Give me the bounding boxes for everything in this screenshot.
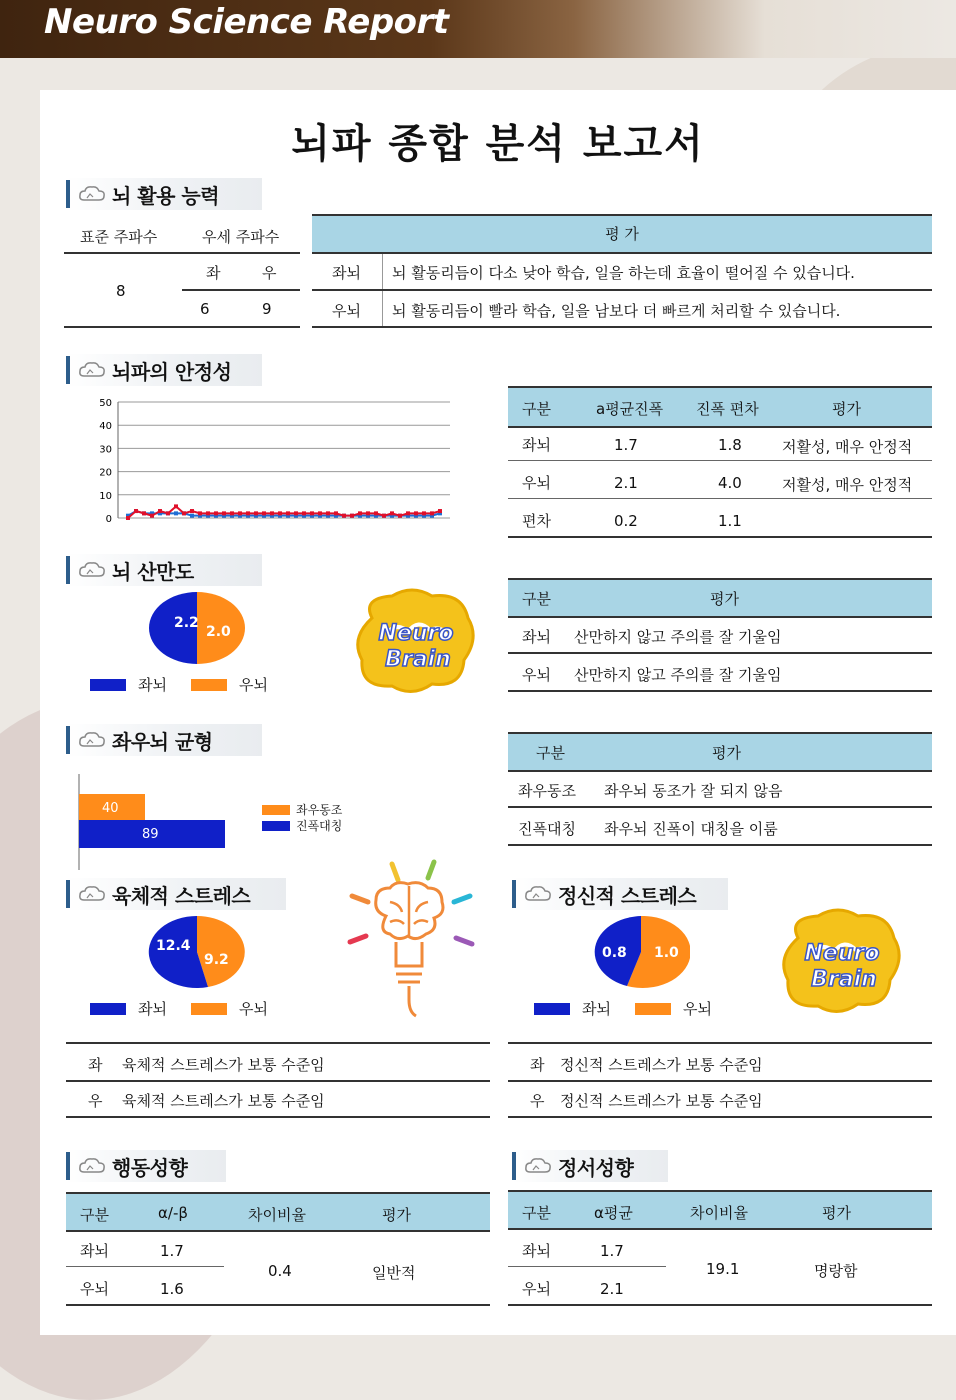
- emotion-header-diff: 차이비율: [690, 1204, 748, 1222]
- legend-swatch-sync: [262, 805, 290, 815]
- stability-row-eval: 저활성, 매우 안정적: [782, 438, 913, 456]
- data-point: [222, 511, 226, 515]
- divider: [182, 289, 300, 291]
- concentration-row-eval: 산만하지 않고 주의를 잘 기울임: [574, 666, 782, 684]
- divider: [508, 460, 932, 461]
- data-point: [374, 511, 378, 515]
- eval-left-label: 좌뇌: [332, 264, 361, 282]
- section-bar: [66, 556, 70, 584]
- data-point: [278, 511, 282, 515]
- section-bar: [66, 880, 70, 908]
- balance-legend: [262, 802, 342, 834]
- section-title: 뇌 산만도: [112, 559, 194, 584]
- data-point: [166, 511, 170, 515]
- logo-text-line1: Neuro: [804, 941, 880, 966]
- mental-stress-row-label: 우: [530, 1092, 545, 1110]
- data-point: [142, 511, 146, 515]
- data-point: [174, 511, 178, 515]
- balance-row-label: 진폭대칭: [518, 820, 576, 838]
- balance-row-eval: 좌우뇌 동조가 잘 되지 않음: [604, 782, 783, 800]
- stability-header-eval: 평가: [832, 400, 861, 418]
- stability-header-deviation: 진폭 편차: [696, 400, 759, 418]
- section-mental-stress: [512, 878, 728, 910]
- data-point: [174, 504, 178, 508]
- cloud-brain-icon: [524, 884, 552, 904]
- mental-stress-row-label: 좌: [530, 1056, 545, 1074]
- stability-row-deviation: 1.1: [718, 512, 742, 530]
- balance-row-eval: 좌우뇌 진폭이 대칭을 이룸: [604, 820, 778, 838]
- data-point: [310, 511, 314, 515]
- pie-label-right: 2.0: [206, 624, 231, 640]
- cloud-brain-icon: [78, 560, 106, 580]
- stability-row-amplitude: 1.7: [614, 436, 638, 454]
- behavior-header-diff: 차이비율: [248, 1206, 306, 1224]
- stability-row-amplitude: 0.2: [614, 512, 638, 530]
- concentration-legend: [90, 674, 268, 695]
- eval-right-text: 뇌 활동리듬이 빨라 학습, 일을 남보다 더 빠르게 처리할 수 있습니다.: [392, 302, 841, 320]
- stability-row-eval: 저활성, 매우 안정적: [782, 476, 913, 494]
- physical-stress-row-label: 우: [88, 1092, 103, 1110]
- behavior-header-eval: 평가: [382, 1206, 411, 1224]
- section-concentration: [66, 554, 262, 586]
- stability-row-amplitude: 2.1: [614, 474, 638, 492]
- y-tick-label: 50: [99, 398, 112, 409]
- balance-row-label: 좌우동조: [518, 782, 576, 800]
- data-point: [190, 514, 194, 518]
- behavior-right-label: 우뇌: [80, 1280, 109, 1298]
- section-balance: [66, 724, 262, 756]
- lightbulb-brain-icon: [346, 856, 476, 1026]
- divider: [312, 289, 932, 291]
- section-behavior: [66, 1150, 226, 1182]
- data-point: [422, 511, 426, 515]
- legend-label-left: 좌뇌: [582, 1000, 611, 1018]
- data-point: [206, 511, 210, 515]
- logo-text-line2: Brain: [811, 967, 877, 992]
- divider: [66, 1304, 490, 1306]
- logo-text-line2: Brain: [385, 647, 451, 672]
- divider: [312, 326, 932, 328]
- legend-label-left: 좌뇌: [138, 676, 167, 694]
- behavior-left-value: 1.7: [160, 1242, 184, 1260]
- emotion-right-label: 우뇌: [522, 1280, 551, 1298]
- divider: [64, 252, 300, 254]
- divider: [66, 1116, 490, 1118]
- section-title: 정신적 스트레스: [558, 883, 697, 908]
- behavior-header-type: 구분: [80, 1206, 109, 1224]
- divider: [508, 844, 932, 846]
- section-bar: [66, 1152, 70, 1180]
- divider: [508, 1042, 932, 1044]
- divider: [382, 254, 383, 328]
- data-point: [342, 514, 346, 518]
- section-bar: [66, 356, 70, 384]
- stability-header-amplitude: a평균진폭: [596, 400, 664, 418]
- data-point: [414, 511, 418, 515]
- eval-right-label: 우뇌: [332, 302, 361, 320]
- stability-row-label: 편차: [522, 512, 551, 530]
- section-brain-activity: [66, 178, 262, 210]
- data-point: [406, 511, 410, 515]
- right-frequency-value: 9: [262, 300, 272, 318]
- cloud-brain-icon: [78, 184, 106, 204]
- bar-label-sync: 40: [102, 801, 119, 816]
- physical-stress-row-label: 좌: [88, 1056, 103, 1074]
- pie-label-right: 1.0: [654, 945, 679, 961]
- legend-swatch-right: [191, 679, 227, 691]
- data-point: [214, 511, 218, 515]
- col-standard-frequency: 표준 주파수: [80, 228, 158, 246]
- section-emotion: [512, 1150, 668, 1182]
- behavior-diff-ratio: 0.4: [268, 1262, 292, 1280]
- data-point: [398, 514, 402, 518]
- data-point: [126, 516, 130, 520]
- data-point: [246, 511, 250, 515]
- divider: [66, 1266, 224, 1267]
- y-tick-label: 0: [105, 514, 112, 525]
- concentration-row-label: 우뇌: [522, 666, 551, 684]
- header-title: Neuro Science Report: [44, 2, 449, 42]
- divider: [508, 1304, 932, 1306]
- data-point: [182, 511, 186, 515]
- legend-swatch-right: [635, 1003, 671, 1015]
- eval-header: 평 가: [605, 225, 639, 243]
- eval-left-text: 뇌 활동리듬이 다소 낮아 학습, 일을 하는데 효율이 떨어질 수 있습니다.: [392, 264, 855, 282]
- data-point: [382, 514, 386, 518]
- balance-header-eval: 평가: [712, 744, 741, 762]
- concentration-header-type: 구분: [522, 590, 551, 608]
- data-point: [350, 514, 354, 518]
- legend-label-symmetry: 진폭대칭: [296, 819, 343, 833]
- emotion-header-eval: 평가: [822, 1204, 851, 1222]
- legend-swatch-left: [90, 679, 126, 691]
- page-title: 뇌파 종합 분석 보고서: [291, 121, 705, 167]
- y-tick-label: 20: [99, 467, 112, 479]
- legend-swatch-right: [191, 1003, 227, 1015]
- data-point: [358, 511, 362, 515]
- emotion-left-label: 좌뇌: [522, 1242, 551, 1260]
- stability-header-type: 구분: [522, 400, 551, 418]
- data-point: [294, 511, 298, 515]
- behavior-eval: 일반적: [372, 1264, 416, 1282]
- section-title: 육체적 스트레스: [112, 883, 251, 908]
- legend-swatch-left: [534, 1003, 570, 1015]
- logo-text-line1: Neuro: [378, 621, 454, 646]
- divider: [508, 1080, 932, 1082]
- mental-stress-row-text: 정신적 스트레스가 보통 수준임: [560, 1092, 763, 1110]
- divider: [64, 326, 300, 328]
- pie-label-left: 0.8: [602, 945, 627, 961]
- divider: [508, 690, 932, 692]
- data-point: [302, 511, 306, 515]
- legend-label-right: 우뇌: [238, 1000, 268, 1018]
- stability-row-label: 좌뇌: [522, 436, 551, 454]
- section-bar: [66, 180, 70, 208]
- behavior-header-ratio: α/-β: [158, 1204, 188, 1222]
- y-tick-label: 30: [99, 444, 112, 456]
- emotion-left-value: 1.7: [600, 1242, 624, 1260]
- cloud-brain-icon: [78, 730, 106, 750]
- stability-row-deviation: 1.8: [718, 436, 742, 454]
- divider: [508, 1116, 932, 1118]
- data-point: [238, 511, 242, 515]
- data-point: [390, 511, 394, 515]
- balance-header-type: 구분: [536, 744, 565, 762]
- physical-stress-row-text: 육체적 스트레스가 보통 수준임: [122, 1056, 325, 1074]
- data-point: [438, 509, 442, 513]
- left-frequency-value: 6: [200, 300, 210, 318]
- divider: [508, 498, 932, 499]
- neuro-brain-logo: [778, 908, 906, 1018]
- legend-label-sync: 좌우동조: [296, 803, 343, 817]
- emotion-right-value: 2.1: [600, 1280, 624, 1298]
- emotion-diff-ratio: 19.1: [706, 1260, 740, 1278]
- bar-label-symmetry: 89: [142, 827, 159, 842]
- behavior-right-value: 1.6: [160, 1280, 184, 1298]
- data-point: [270, 511, 274, 515]
- physical-stress-row-text: 육체적 스트레스가 보통 수준임: [122, 1092, 325, 1110]
- legend-label-right: 우뇌: [682, 1000, 712, 1018]
- mental-stress-pie-chart: [592, 916, 690, 988]
- concentration-row-label: 좌뇌: [522, 628, 551, 646]
- divider: [508, 652, 932, 654]
- pie-label-right: 9.2: [204, 952, 229, 968]
- stability-row-deviation: 4.0: [718, 474, 742, 492]
- section-title: 정서성향: [558, 1155, 634, 1180]
- mental-stress-row-text: 정신적 스트레스가 보통 수준임: [560, 1056, 763, 1074]
- section-bar: [66, 726, 70, 754]
- section-title: 뇌 활용 능력: [112, 183, 220, 208]
- divider: [508, 806, 932, 808]
- cloud-brain-icon: [78, 360, 106, 380]
- concentration-header-eval: 평가: [710, 590, 739, 608]
- data-point: [254, 511, 258, 515]
- data-point: [158, 509, 162, 513]
- behavior-left-label: 좌뇌: [80, 1242, 109, 1260]
- data-point: [230, 511, 234, 515]
- legend-label-right: 우뇌: [238, 676, 268, 694]
- pie-label-left: 2.2: [174, 615, 199, 631]
- y-tick-label: 40: [99, 421, 112, 433]
- neuro-brain-logo: [352, 588, 480, 698]
- data-point: [134, 509, 138, 513]
- data-point: [198, 511, 202, 515]
- data-point: [366, 511, 370, 515]
- data-point: [262, 511, 266, 515]
- divider: [508, 536, 932, 538]
- section-title: 행동성향: [112, 1155, 188, 1180]
- section-stability: [66, 354, 262, 386]
- section-title: 뇌파의 안정성: [112, 359, 232, 384]
- concentration-row-eval: 산만하지 않고 주의를 잘 기울임: [574, 628, 782, 646]
- emotion-header-avg: α평균: [594, 1204, 633, 1222]
- stability-line-chart: [80, 394, 460, 529]
- cloud-brain-icon: [78, 1156, 106, 1176]
- right-label: 우: [262, 264, 277, 282]
- divider: [508, 1266, 666, 1267]
- eval-header-row: [312, 214, 932, 254]
- data-point: [318, 511, 322, 515]
- legend-label-left: 좌뇌: [138, 1000, 167, 1018]
- data-point: [326, 511, 330, 515]
- section-bar: [512, 1152, 516, 1180]
- cloud-brain-icon: [524, 1156, 552, 1176]
- legend-swatch-left: [90, 1003, 126, 1015]
- data-point: [286, 511, 290, 515]
- section-title: 좌우뇌 균형: [112, 729, 213, 754]
- data-point: [150, 514, 154, 518]
- legend-swatch-symmetry: [262, 821, 290, 831]
- left-label: 좌: [206, 264, 221, 282]
- standard-frequency-value: 8: [116, 282, 126, 300]
- data-point: [190, 509, 194, 513]
- concentration-pie-chart: [148, 592, 246, 664]
- physical-stress-pie-chart: [148, 916, 246, 988]
- divider: [66, 1080, 490, 1082]
- data-point: [430, 511, 434, 515]
- section-physical-stress: [66, 878, 286, 910]
- report-header: [0, 0, 956, 58]
- pie-label-left: 12.4: [156, 938, 191, 954]
- divider: [66, 1042, 490, 1044]
- col-dominant-frequency: 우세 주파수: [202, 228, 280, 246]
- cloud-brain-icon: [78, 884, 106, 904]
- emotion-eval: 명랑함: [814, 1262, 858, 1280]
- data-point: [334, 511, 338, 515]
- balance-bar-chart: [76, 774, 246, 870]
- mental-stress-legend: [534, 998, 712, 1019]
- emotion-header-type: 구분: [522, 1204, 551, 1222]
- physical-stress-legend: [90, 998, 268, 1019]
- stability-row-label: 우뇌: [522, 474, 551, 492]
- y-tick-label: 10: [99, 490, 112, 502]
- section-bar: [512, 880, 516, 908]
